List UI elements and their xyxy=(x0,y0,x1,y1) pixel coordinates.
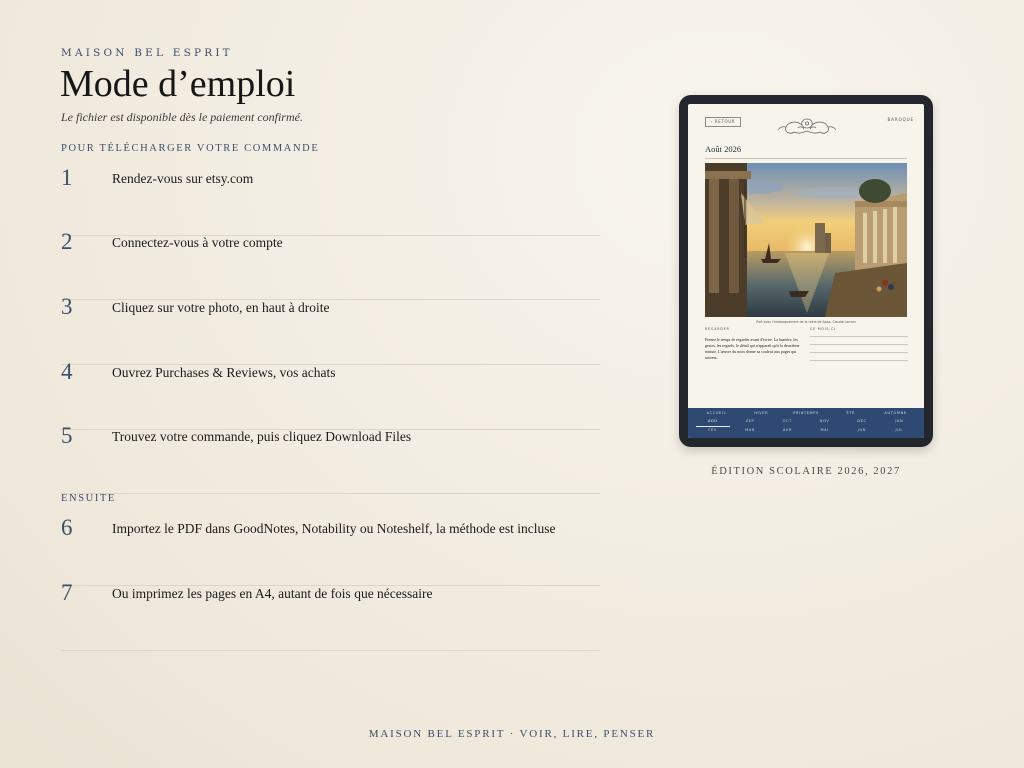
page-subtitle: Le fichier est disponible dès le paiement confirmé. xyxy=(61,110,303,124)
edition-label: ÉDITION SCOLAIRE 2026, 2027 xyxy=(711,466,901,477)
step-number: 5 xyxy=(61,423,73,448)
nav-month-active[interactable]: AOÛ xyxy=(707,419,718,423)
ornament-icon xyxy=(776,116,838,138)
painting-caption: Port avec l'embarquement de la reine de Saba, Claude Lorrain xyxy=(756,320,856,324)
nav-month[interactable]: MAI xyxy=(820,428,829,432)
column-body-text: Prenez le temps de regarder avant d'écrire. La lumière, les gestes, les regards, le détail qui n'apparaît qu'à la deuxième minute. L'œuvre du mois donne sa couleur aux pages qui suivent. xyxy=(705,337,800,360)
column-heading: REGARDER xyxy=(705,327,730,331)
step-text: Ouvrez Purchases & Reviews, vos achats xyxy=(112,365,336,380)
step-2 xyxy=(61,229,600,300)
step-text: Ou imprimez les pages en A4, autant de fois que nécessaire xyxy=(112,586,433,601)
nav-month[interactable]: NOV xyxy=(819,419,830,423)
step-text: Importez le PDF dans GoodNotes, Notability ou Noteshelf, la méthode est incluse xyxy=(112,521,556,536)
download-section-label: POUR TÉLÉCHARGER VOTRE COMMANDE xyxy=(61,143,320,154)
nav-month[interactable]: JAN xyxy=(895,419,904,423)
step-number: 6 xyxy=(61,515,73,540)
step-7 xyxy=(61,580,600,651)
then-section-label: ENSUITE xyxy=(61,493,116,504)
step-4 xyxy=(61,359,600,430)
style-label: BAROQUE xyxy=(887,117,914,122)
writing-line xyxy=(810,360,908,361)
step-text: Rendez-vous sur etsy.com xyxy=(112,171,254,186)
nav-month[interactable]: JUN xyxy=(857,428,867,432)
painting-image xyxy=(705,163,907,317)
nav-tab[interactable]: ÉTÉ xyxy=(846,411,856,415)
step-number: 3 xyxy=(61,294,73,319)
nav-month[interactable]: DÉC xyxy=(857,419,867,423)
step-number: 7 xyxy=(61,580,73,605)
writing-line xyxy=(810,336,908,337)
step-text: Cliquez sur votre photo, en haut à droite xyxy=(112,300,330,315)
tablet-screen xyxy=(688,104,924,438)
nav-tab[interactable]: HIVER xyxy=(754,411,769,415)
step-5 xyxy=(61,423,600,494)
nav-tab[interactable]: ACCUEIL xyxy=(706,411,727,415)
column-heading: CE MOIS-CI xyxy=(810,327,836,331)
nav-tab[interactable]: PRINTEMPS xyxy=(793,411,819,415)
step-1 xyxy=(61,165,600,236)
writing-line xyxy=(810,352,908,353)
divider xyxy=(705,158,907,159)
tablet-mockup xyxy=(679,95,933,447)
step-number: 1 xyxy=(61,165,73,190)
nav-active-indicator xyxy=(696,426,730,427)
step-6 xyxy=(61,515,600,586)
nav-month[interactable]: JUL xyxy=(895,428,904,432)
footer-tagline: MAISON BEL ESPRIT · VOIR, LIRE, PENSER xyxy=(368,728,656,740)
brand-name: MAISON BEL ESPRIT xyxy=(61,47,233,59)
nav-month[interactable]: SEP xyxy=(745,419,755,423)
month-title: Août 2026 xyxy=(705,144,742,154)
tablet-nav-bar xyxy=(688,408,924,438)
step-number: 2 xyxy=(61,229,73,254)
nav-tab[interactable]: AUTOMNE xyxy=(884,411,907,415)
page-title: Mode d’emploi xyxy=(60,63,296,105)
nav-month[interactable]: MAR xyxy=(745,428,755,432)
nav-month[interactable]: FÉV xyxy=(708,428,717,432)
writing-line xyxy=(810,344,908,345)
step-text: Trouvez votre commande, puis cliquez Download Files xyxy=(112,429,412,444)
nav-month[interactable]: AVR xyxy=(782,428,792,432)
step-number: 4 xyxy=(61,359,73,384)
step-text: Connectez-vous à votre compte xyxy=(112,235,283,250)
back-button[interactable]: ‹ RETOUR xyxy=(705,117,741,127)
nav-month[interactable]: OCT xyxy=(782,419,792,423)
step-3 xyxy=(61,294,600,365)
